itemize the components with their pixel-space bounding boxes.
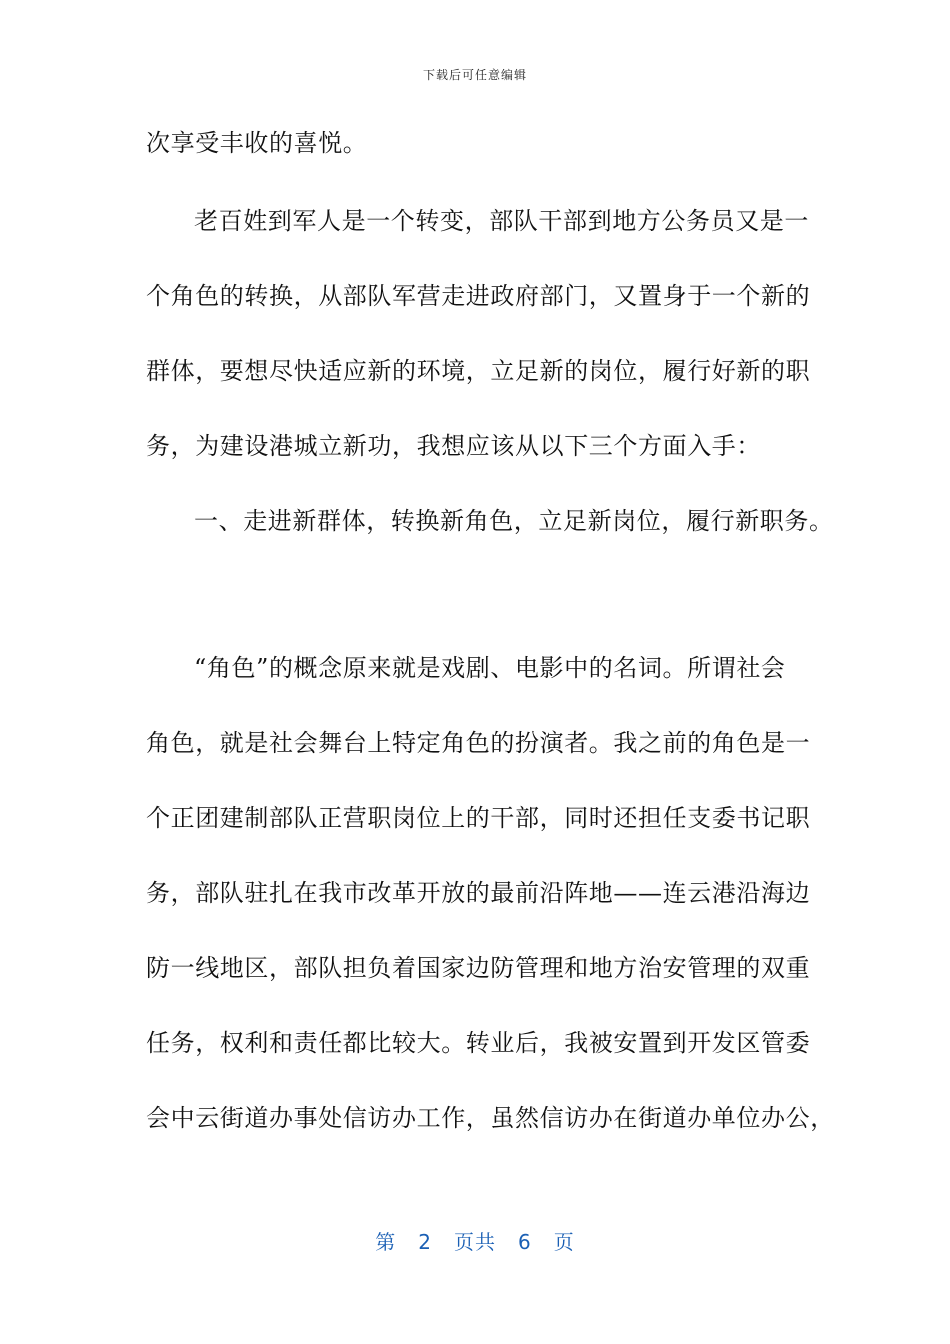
text-line-11: 防一线地区，部队担负着国家边防管理和地方治安管理的双重 [146,954,811,982]
text-line-10: 务，部队驻扎在我市改革开放的最前沿阵地——连云港沿海边 [146,879,811,907]
text-line-7: “角色”的概念原来就是戏剧、电影中的名词。所谓社会 [194,654,786,682]
footer-prefix: 第 [375,1230,397,1254]
text-line-2: 老百姓到军人是一个转变，部队干部到地方公务员又是一 [194,207,809,235]
text-line-4: 群体，要想尽快适应新的环境，立足新的岗位，履行好新的职 [146,357,811,385]
footer-suffix: 页 [553,1230,575,1254]
text-line-3: 个角色的转换，从部队军营走进政府部门，又置身于一个新的 [146,282,811,310]
text-line-12: 任务，权利和责任都比较大。转业后，我被安置到开发区管委 [146,1029,811,1057]
text-line-1: 次享受丰收的喜悦。 [146,129,368,157]
text-line-8: 角色，就是社会舞台上特定角色的扮演者。我之前的角色是一 [146,729,811,757]
page-number-footer [0,1226,950,1255]
footer-middle: 页共 [454,1230,496,1254]
section-heading-1: 一、走进新群体，转换新角色，立足新岗位，履行新职务。 [194,507,834,535]
footer-total-pages: 6 [518,1230,532,1254]
text-line-9: 个正团建制部队正营职岗位上的干部，同时还担任支委书记职 [146,804,811,832]
text-line-5: 务，为建设港城立新功，我想应该从以下三个方面入手： [146,432,761,460]
footer-current-page: 2 [418,1230,432,1254]
text-line-13: 会中云街道办事处信访办工作，虽然信访办在街道办单位办公， [146,1104,835,1132]
header-note: 下载后可任意编辑 [422,68,527,82]
